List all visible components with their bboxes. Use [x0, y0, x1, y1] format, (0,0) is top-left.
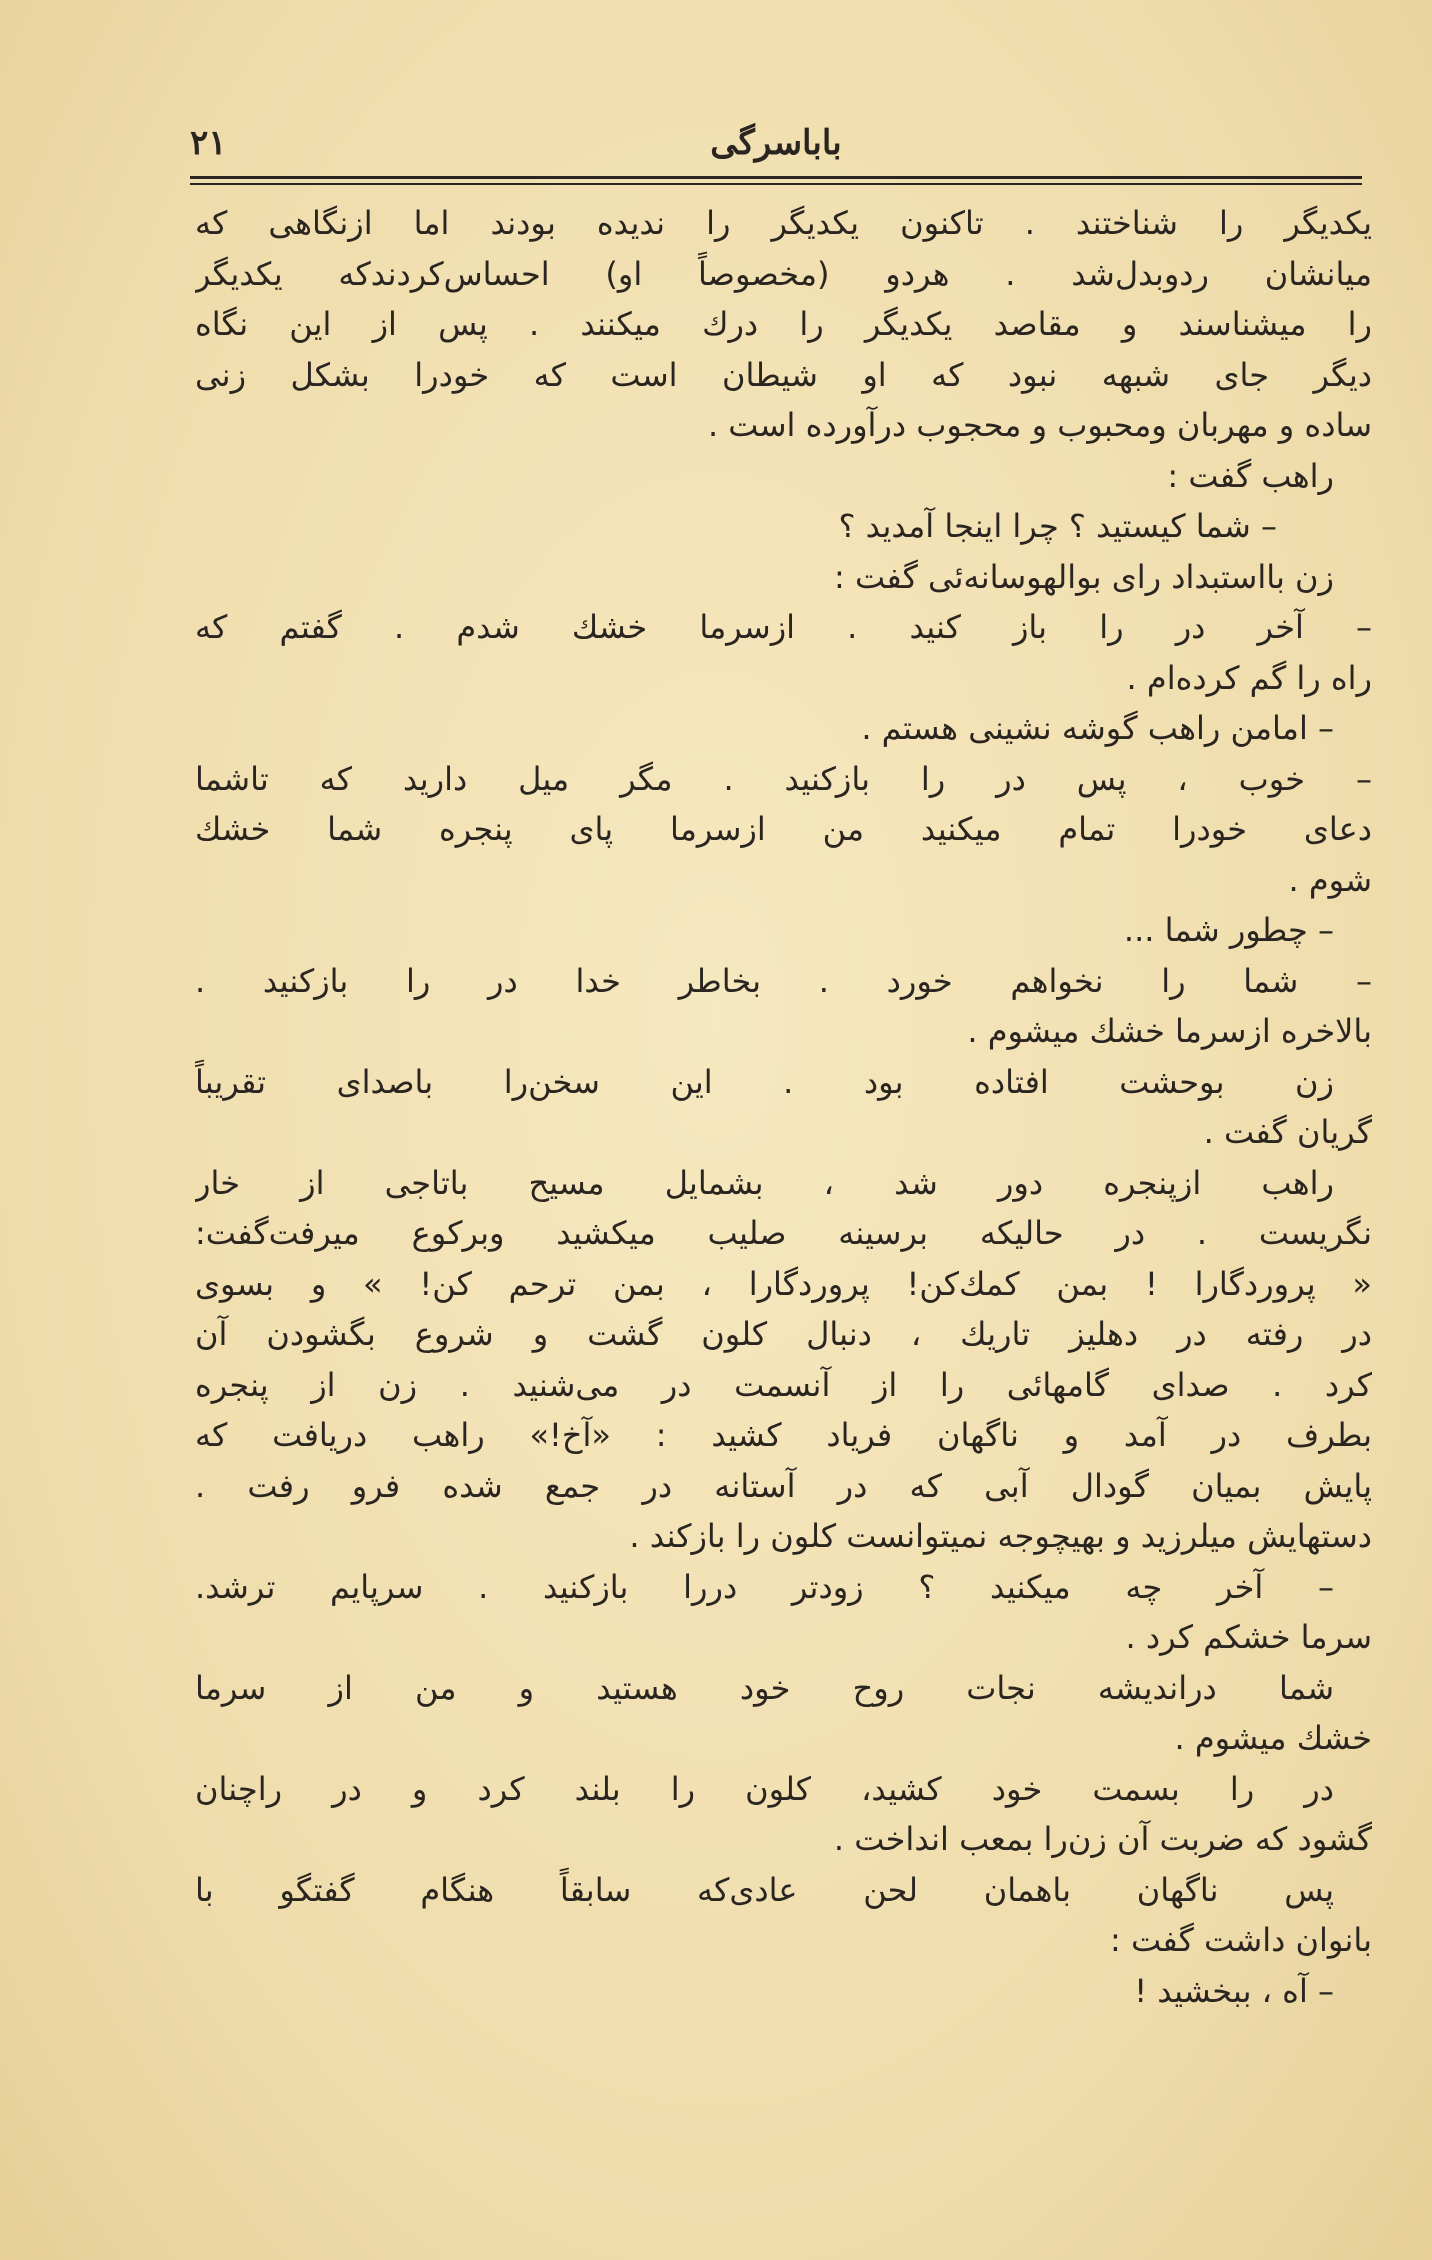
text-line: میانشان ردوبدل‌شد . هردو (مخصوصاً او) احساس‌کردندکه یکدیگر [195, 254, 1372, 293]
text-line: – شما کیستید ؟ چرا اینجا آمدید ؟ [838, 507, 1277, 545]
text-line: دستهایش میلرزید و بهیچوجه نمیتوانست کلون را بازکند . [629, 1517, 1372, 1555]
text-line: در را بسمت خود کشید، کلون را بلند کرد و در راچنان [195, 1769, 1334, 1808]
text-line: شما دراندیشه نجات روح خود هستید و من از سرما [195, 1668, 1334, 1707]
text-line: زن بوحشت افتاده بود . این سخن‌را باصدای تقریباً [195, 1062, 1334, 1101]
text-line: خشك میشوم . [1174, 1719, 1372, 1757]
text-line: راهب گفت : [1167, 456, 1334, 495]
text-line: – آخر در را باز کنید . ازسرما خشك شدم . گفتم که [195, 608, 1372, 646]
text-line: را میشناسند و مقاصد یکدیگر را درك میکنند . پس از این نگاه [195, 305, 1372, 343]
text-line: گشود که ضربت آن زن‌را بمعب انداخت . [833, 1820, 1372, 1858]
header-rule-thin [190, 183, 1362, 185]
text-line: دیگر جای شبهه نبود که او شیطان است که خودرا بشکل زنی [195, 355, 1372, 394]
text-line: بانوان داشت گفت : [1110, 1921, 1372, 1959]
text-line: – امامن راهب گوشه نشینی هستم . [861, 709, 1334, 747]
text-line: « پروردگارا ! بمن کمك‌کن! پروردگارا ، بمن ترحم کن! » و بسوی [195, 1264, 1372, 1303]
text-line: راه را گم کرده‌ام . [1126, 658, 1372, 697]
text-line: نگریست . در حالیکه برسینه صلیب میکشید وبرکوع میرفت‌گفت: [195, 1214, 1372, 1252]
text-line: – چطور شما ... [1123, 911, 1334, 949]
text-line: بالاخره ازسرما خشك میشوم . [967, 1012, 1372, 1050]
text-line: در رفته در دهلیز تاریك ، دنبال کلون گشت و شروع بگشودن آن [195, 1315, 1372, 1353]
text-line: راهب ازپنجره دور شد ، بشمایل مسیح باتاجی از خار [195, 1163, 1334, 1202]
text-line: – خوب ، پس در را بازکنید . مگر میل دارید که تاشما [195, 759, 1372, 798]
text-line: ساده و مهربان ومحبوب و محجوب درآورده است . [707, 406, 1372, 444]
text-line: پایش بمیان گودال آبی که در آستانه در جمع شده فرو رفت . [195, 1466, 1372, 1505]
running-header [190, 118, 1362, 174]
text-line: شوم . [1288, 860, 1372, 899]
text-line: پس ناگهان باهمان لحن عادی‌که سابقاً هنگام گفتگو با [195, 1870, 1334, 1909]
page-number: ۲۱ [190, 123, 227, 163]
text-line: دعای خودرا تمام میکنید من ازسرما پای پنجره شما خشك [195, 810, 1372, 848]
running-title: باباسرگی [710, 123, 842, 163]
text-line: گریان گفت . [1203, 1113, 1372, 1151]
body-text [195, 198, 1372, 2016]
text-line: زن بااستبداد رای بوالهوسانه‌ئی گفت : [834, 557, 1334, 596]
text-line: کرد . صدای گامهائی را از آنسمت در می‌شنید . زن از پنجره [195, 1365, 1372, 1404]
text-line: سرما خشکم کرد . [1125, 1618, 1372, 1656]
header-rule-thick [190, 176, 1362, 179]
text-line: – آخر چه میکنید ؟ زودتر دررا بازکنید . سرپایم ترشد. [195, 1567, 1334, 1606]
text-line: یکدیگر را شناختند . تاکنون یکدیگر را ندیده بودند اما ازنگاهی که [195, 204, 1372, 242]
text-line: بطرف در آمد و ناگهان فریاد کشید : «آخ!» راهب دریافت که [195, 1416, 1372, 1454]
text-line: – آه ، ببخشید ! [1134, 1971, 1334, 2010]
text-line: – شما را نخواهم خورد . بخاطر خدا در را بازکنید . [195, 961, 1372, 1000]
